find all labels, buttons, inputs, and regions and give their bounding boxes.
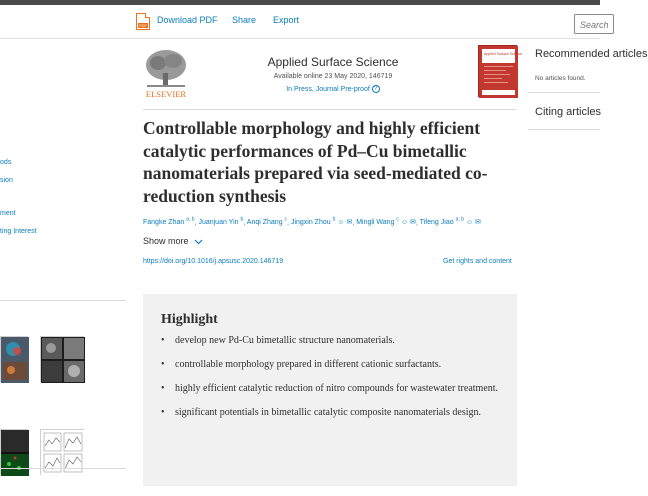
elsevier-tree-icon: [143, 47, 189, 100]
outline-link-methods[interactable]: ods: [0, 159, 12, 166]
journal-cover-art: [479, 46, 523, 98]
elsevier-wordmark: ELSEVIER: [145, 89, 187, 99]
article-toolbar: [0, 5, 600, 39]
figure-thumbnail-1[interactable]: [0, 336, 28, 382]
sidebar-divider: [0, 300, 126, 301]
bullet-icon: •: [161, 359, 165, 370]
elsevier-logo[interactable]: [143, 47, 189, 100]
right-divider: [528, 92, 600, 93]
person-icon: ☺: [337, 219, 345, 227]
download-pdf-button[interactable]: Download PDF: [157, 15, 218, 25]
right-divider-2: [528, 129, 600, 130]
author-link[interactable]: Jingxin Zhou $^b$ ☺ ✉: [290, 217, 353, 227]
author-link[interactable]: Anqi Zhang $^c$: [246, 217, 288, 227]
rights-content-link[interactable]: Get rights and content: [443, 258, 512, 265]
search-input[interactable]: [575, 16, 613, 34]
email-icon: ✉: [409, 219, 416, 227]
show-more-button[interactable]: [143, 236, 203, 246]
highlight-item: • develop new Pd-Cu bimetallic structure nanomaterials.: [161, 335, 395, 346]
highlight-item: • highly efficient catalytic reduction of nitro compounds for wastewater treatment.: [161, 383, 499, 394]
outline-sidebar: [0, 40, 126, 496]
outline-link-competing-interest[interactable]: ting Interest: [0, 228, 37, 235]
citing-articles-heading[interactable]: Citing articles: [535, 106, 602, 118]
header-divider: [143, 109, 517, 110]
export-button[interactable]: Export: [273, 15, 300, 25]
search-field[interactable]: [574, 14, 614, 34]
figure-1-image: [1, 337, 29, 383]
figure-thumbnail-2[interactable]: [40, 336, 84, 382]
author-link[interactable]: Mingli Wang $^c$ ☺ ✉: [356, 217, 416, 227]
highlight-item: • significant potentials in bimetallic catalytic composite nanomaterials design.: [161, 407, 482, 418]
journal-status-label: In Press, Journal Pre-proof: [286, 85, 370, 93]
person-icon: ☺: [400, 219, 409, 227]
author-link[interactable]: Juanjuan Yin $^b$: [198, 217, 244, 227]
email-icon: ✉: [346, 219, 353, 227]
person-icon: ☺: [465, 219, 474, 227]
info-icon[interactable]: ?: [372, 85, 380, 93]
author-list: Fangke Zhan $^{a, b}$, Juanjuan Yin $^b$, Anqi Zhang $^c$, Jingxin Zhou $^b$ ☺ ✉, Mingli Wang $^c$ ☺ ✉, Tifeng Jiao $^{a, b}$ ☺ ✉: [143, 217, 481, 227]
bullet-icon: •: [161, 335, 165, 346]
journal-status-link[interactable]: [244, 85, 422, 93]
figure-4-chart-image: [41, 430, 85, 476]
bullet-icon: •: [161, 383, 165, 394]
outline-link-acknowledgement[interactable]: ment: [0, 210, 16, 217]
pdf-file-icon[interactable]: PDF: [136, 13, 150, 30]
outline-link-discussion[interactable]: sion: [0, 177, 13, 184]
sidebar-divider-bottom: [0, 468, 126, 469]
email-icon: ✉: [474, 219, 481, 227]
highlights-box: [143, 294, 517, 486]
highlights-heading: Highlight: [161, 312, 218, 327]
recommended-articles-heading[interactable]: Recommended articles: [535, 48, 648, 60]
figure-2-image: [41, 337, 85, 383]
author-link[interactable]: Fangke Zhan $^{a, b}$: [143, 217, 195, 227]
cover-title: Applied Surface Science: [484, 52, 523, 56]
figure-3-image: [1, 430, 29, 476]
share-button[interactable]: Share: [232, 15, 257, 25]
article-title: Controllable morphology and highly efficient catalytic performances of Pd–Cu bimetallic nanomaterials prepared via seed-mediated co-reduction synthesis: [143, 118, 488, 206]
chevron-down-icon: [194, 239, 203, 245]
author-link[interactable]: Tifeng Jiao $^{a, b}$ ☺ ✉: [419, 217, 481, 227]
doi-link[interactable]: https://doi.org/10.1016/j.apsusc.2020.146719: [143, 258, 284, 265]
availability-date: Available online 23 May 2020, 146719: [273, 73, 393, 80]
highlight-item: • controllable morphology prepared in different cationic surfactants.: [161, 359, 442, 370]
journal-cover-image[interactable]: [478, 45, 523, 97]
bullet-icon: •: [161, 407, 165, 418]
highlights-list: [161, 334, 501, 430]
journal-title[interactable]: Applied Surface Science: [267, 55, 399, 69]
show-more-label: Show more: [143, 236, 189, 246]
no-articles-message: No articles found.: [535, 75, 586, 82]
